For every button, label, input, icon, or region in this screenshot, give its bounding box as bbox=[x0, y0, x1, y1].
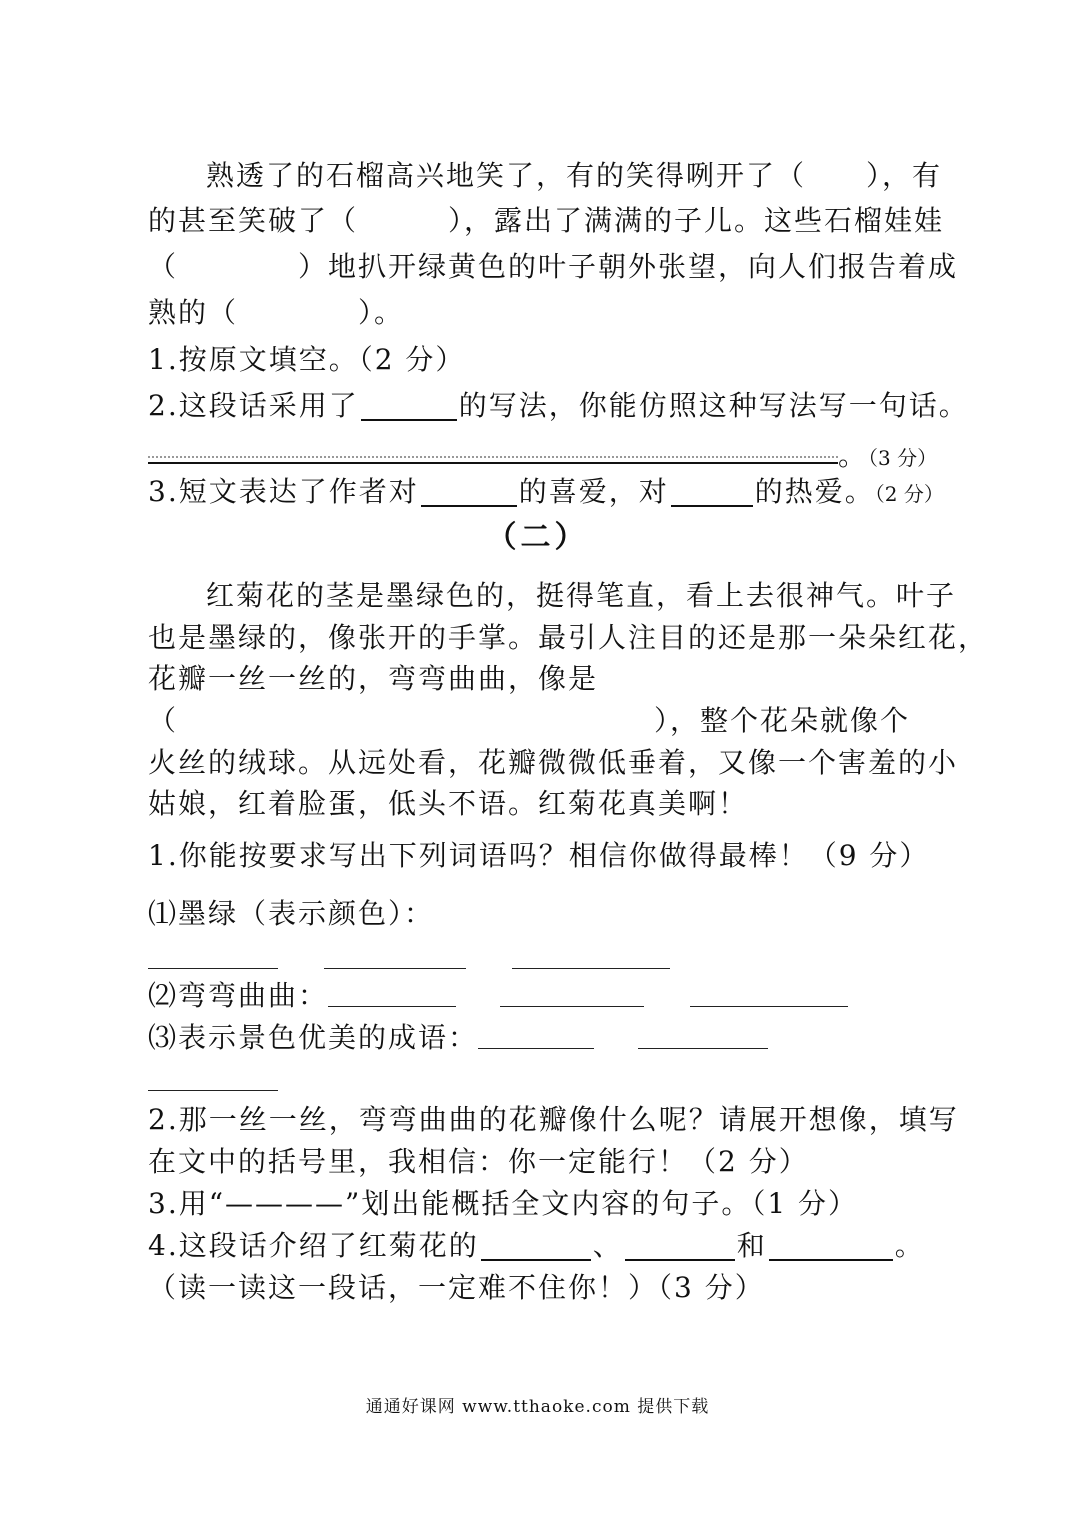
answer-blank[interactable] bbox=[690, 982, 848, 1007]
question2-1-2 bbox=[148, 978, 848, 1014]
question2-4-end: 。 bbox=[894, 1229, 925, 1262]
question1-2-end bbox=[838, 438, 937, 476]
question2-1-3-text: ⑶表示景色优美的成语： bbox=[148, 1021, 479, 1054]
question2-4 bbox=[148, 1228, 925, 1264]
answer-blank[interactable] bbox=[324, 944, 466, 969]
question1-2-text-b: 的写法，你能仿照这种写法写一句话。 bbox=[458, 389, 969, 422]
question1-1: 1.按原文填空。（2 分） bbox=[148, 343, 466, 376]
question2-4-line2: （读一读这一段话，一定难不住你！）（3 分） bbox=[148, 1271, 765, 1304]
question1-3-text-c: 的热爱。 bbox=[754, 475, 875, 508]
footer-credit: 通通好课网 www.tthaoke.com 提供下载 bbox=[365, 1397, 710, 1417]
question1-2-text-a: 2.这段话采用了 bbox=[148, 389, 359, 422]
question1-2-end-mark: 。 bbox=[838, 439, 869, 472]
answer-blank[interactable] bbox=[512, 944, 670, 969]
question1-2 bbox=[148, 388, 969, 424]
passage1-line3: （ ）地扒开绿黄色的叶子朝外张望，向人们报告着成 bbox=[148, 250, 959, 283]
question1-3-points: （2 分） bbox=[874, 482, 944, 506]
answer-blank[interactable] bbox=[769, 1231, 893, 1261]
answer-blank[interactable] bbox=[328, 982, 456, 1007]
answer-blank[interactable] bbox=[148, 1066, 278, 1091]
question2-1-3-extra bbox=[148, 1062, 278, 1098]
answer-blank[interactable] bbox=[500, 982, 644, 1007]
question2-1-1: ⑴墨绿（表示颜色）： bbox=[148, 897, 435, 930]
passage2-line1: 红菊花的茎是墨绿色的，挺得笔直，看上去很神气。叶子 bbox=[206, 579, 957, 612]
answer-line[interactable] bbox=[148, 462, 838, 464]
passage2-line4-close: ），整个花朵就像个 bbox=[654, 704, 911, 737]
passage2-line3: 花瓣一丝一丝的，弯弯曲曲，像是 bbox=[148, 662, 599, 695]
question1-2-points: （3 分） bbox=[868, 446, 938, 470]
answer-blank[interactable] bbox=[421, 477, 517, 507]
question2-1-1-blanks bbox=[148, 940, 670, 976]
question2-2-line1: 2.那一丝一丝，弯弯曲曲的花瓣像什么呢？请展开想像，填写 bbox=[148, 1103, 959, 1136]
question1-3-text-b: 的喜爱，对 bbox=[518, 475, 669, 508]
question2-2-line2: 在文中的括号里，我相信：你一定能行！（2 分） bbox=[148, 1145, 809, 1178]
question1-3 bbox=[148, 474, 944, 512]
answer-blank[interactable] bbox=[671, 477, 753, 507]
passage2-line2: 也是墨绿的，像张开的手掌。最引人注目的还是那一朵朵红花， bbox=[148, 621, 989, 654]
question2-4-text-a: 4.这段话介绍了红菊花的 bbox=[148, 1229, 479, 1262]
passage2-line6: 姑娘，红着脸蛋，低头不语。红菊花真美啊！ bbox=[148, 787, 749, 820]
answer-blank[interactable] bbox=[625, 1231, 735, 1261]
question2-1-2-text: ⑵弯弯曲曲： bbox=[148, 979, 329, 1012]
passage1-line4: 熟的（ ）。 bbox=[148, 296, 405, 329]
passage2-line4-open: （ bbox=[148, 704, 179, 737]
section-title: （二） bbox=[486, 520, 589, 555]
answer-blank[interactable] bbox=[148, 944, 278, 969]
question2-1: 1.你能按要求写出下列词语吗？相信你做得最棒！（9 分） bbox=[148, 839, 930, 872]
question2-4-and: 和 bbox=[736, 1229, 767, 1262]
question2-3: 3.用“————”划出能概括全文内容的句子。（1 分） bbox=[148, 1187, 859, 1220]
answer-blank[interactable] bbox=[481, 1231, 591, 1261]
question2-1-3 bbox=[148, 1020, 768, 1056]
writing-guide-dots bbox=[148, 444, 838, 458]
answer-blank[interactable] bbox=[638, 1024, 768, 1049]
passage1-line1: 熟透了的石榴高兴地笑了，有的笑得咧开了（ ），有 bbox=[206, 159, 943, 192]
passage1-line2: 的甚至笑破了（ ），露出了满满的子儿。这些石榴娃娃 bbox=[148, 204, 945, 237]
question1-3-text-a: 3.短文表达了作者对 bbox=[148, 475, 419, 508]
question2-4-sep: 、 bbox=[592, 1229, 623, 1262]
passage2-line5: 火丝的绒球。从远处看，花瓣微微低垂着，又像一个害羞的小 bbox=[148, 746, 959, 779]
answer-blank[interactable] bbox=[478, 1024, 594, 1049]
answer-blank[interactable] bbox=[361, 391, 457, 421]
